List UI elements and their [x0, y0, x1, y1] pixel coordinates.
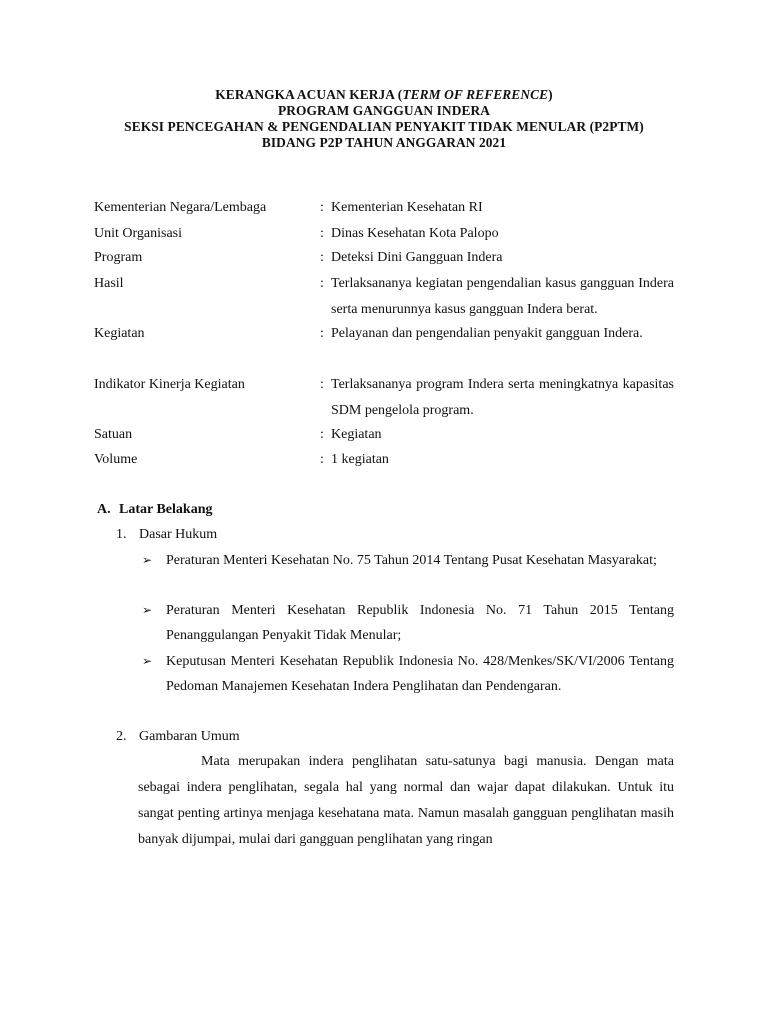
header-program-line: PROGRAM GANGGUAN INDERA	[277, 103, 491, 118]
meta-colon: :	[320, 452, 324, 467]
subsection-number: 2.	[116, 729, 127, 744]
header-division-line: BIDANG P2P TAHUN ANGGARAN 2021	[261, 135, 507, 150]
meta-value: Terlaksananya program Indera serta meningkatnya kapasitas SDM pengelola program.	[331, 377, 674, 418]
meta-value: Dinas Kesehatan Kota Palopo	[331, 226, 499, 241]
subsection-title: Gambaran Umum	[139, 729, 240, 744]
meta-label: Hasil	[94, 276, 124, 291]
header-section-line: SEKSI PENCEGAHAN & PENGENDALIAN PENYAKIT TIDAK MENULAR (P2PTM)	[124, 119, 644, 134]
meta-colon: :	[320, 377, 324, 392]
list-item-text: Peraturan Menteri Kesehatan Republik Indonesia No. 71 Tahun 2015 Tentang Penanggulangan Penyakit Tidak Menular;	[166, 603, 674, 643]
meta-label: Volume	[94, 452, 138, 467]
meta-value: Pelayanan dan pengendalian penyakit gangguan Indera.	[331, 326, 643, 341]
meta-value: Terlaksananya kegiatan pengendalian kasus gangguan Indera serta menurunnya kasus gangguan Indera berat.	[331, 276, 674, 317]
arrowhead-bullet-icon: ➢	[142, 654, 153, 668]
meta-label: Program	[94, 250, 143, 265]
header-title-italic: TERM OF REFERENCE	[402, 87, 549, 102]
meta-value: 1 kegiatan	[331, 452, 389, 467]
meta-value: Kegiatan	[331, 427, 382, 442]
overview-paragraph: Mata merupakan indera penglihatan satu-satunya bagi manusia. Dengan mata sebagai indera penglihatan, segala hal yang normal dan wajar dapat dilakukan. Untuk itu sangat penting artinya menjaga kesehatana mata. Namun masalah gangguan penglihatan masih banyak dijumpai, mulai dari gangguan penglihatan yang ringan	[138, 754, 674, 847]
meta-label: Kegiatan	[94, 326, 145, 341]
meta-value: Deteksi Dini Gangguan Indera	[331, 250, 503, 265]
meta-colon: :	[320, 200, 324, 215]
section-a-heading	[97, 500, 212, 520]
meta-colon: :	[320, 250, 324, 265]
header-title-line: KERANGKA ACUAN KERJA (TERM OF REFERENCE)	[215, 87, 553, 102]
meta-label: Unit Organisasi	[94, 226, 183, 241]
section-letter: A.	[97, 502, 111, 517]
meta-value: Kementerian Kesehatan RI	[331, 200, 483, 215]
arrowhead-bullet-icon: ➢	[142, 553, 153, 567]
meta-label: Kementerian Negara/Lembaga	[94, 200, 267, 215]
section-title: Latar Belakang	[119, 502, 213, 517]
list-item-text: Keputusan Menteri Kesehatan Republik Indonesia No. 428/Menkes/SK/VI/2006 Tentang Pedoman Manajemen Kesehatan Indera Penglihatan dan Pendengaran.	[166, 654, 674, 694]
subsection-number: 1.	[116, 527, 127, 542]
meta-label: Indikator Kinerja Kegiatan	[94, 377, 245, 392]
subsection-title: Dasar Hukum	[139, 527, 218, 542]
meta-label: Satuan	[94, 427, 133, 442]
document-header	[0, 87, 768, 151]
meta-colon: :	[320, 226, 324, 241]
meta-colon: :	[320, 276, 324, 291]
meta-colon: :	[320, 427, 324, 442]
meta-colon: :	[320, 326, 324, 341]
arrowhead-bullet-icon: ➢	[142, 603, 153, 617]
list-item-text: Peraturan Menteri Kesehatan No. 75 Tahun 2014 Tentang Pusat Kesehatan Masyarakat;	[166, 553, 657, 568]
